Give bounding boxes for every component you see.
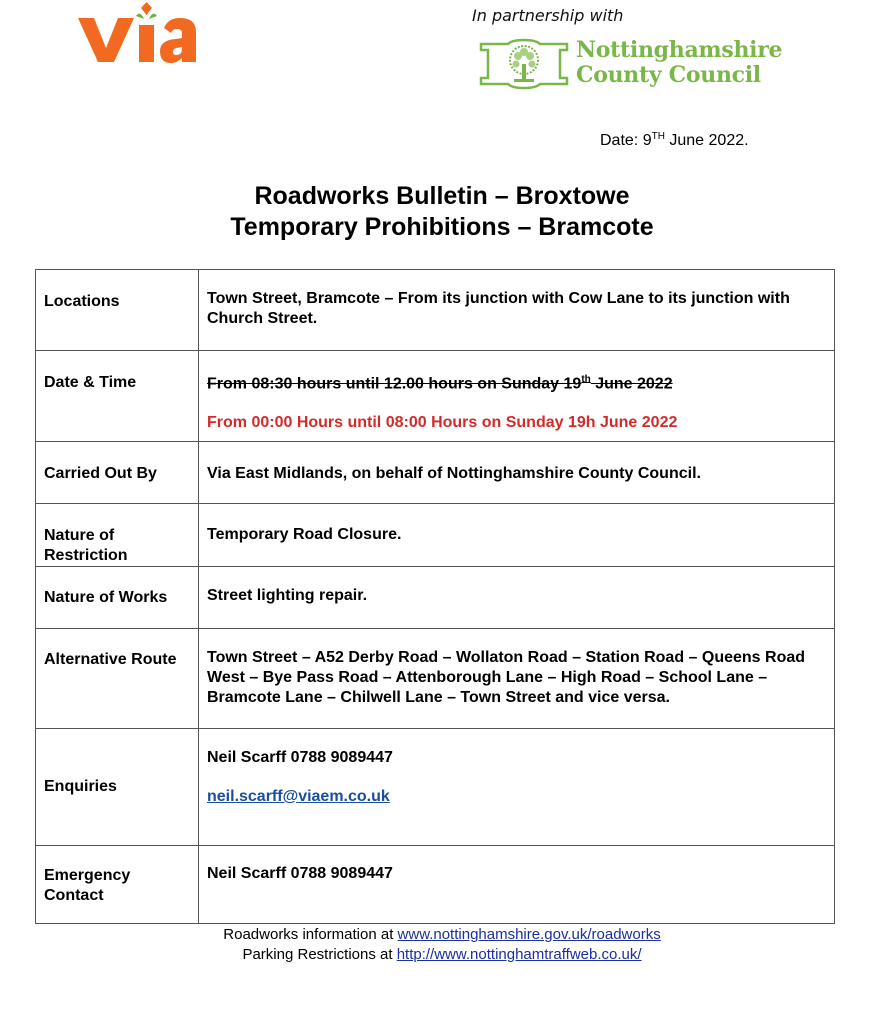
label-enquiries: Enquiries — [36, 729, 199, 846]
label-nature-of-restriction: Nature of Restriction — [36, 504, 199, 567]
partnership-text: In partnership with — [472, 6, 624, 25]
row-nature-of-restriction — [36, 504, 835, 567]
label-date-time: Date & Time — [36, 351, 199, 442]
value-date-time — [199, 351, 835, 442]
footer — [0, 925, 884, 965]
value-enquiries — [199, 729, 835, 846]
via-logo — [76, 0, 201, 70]
label-emergency-contact: Emergency Contact — [36, 846, 199, 924]
value-locations: Town Street, Bramcote – From its junction with Cow Lane to its junction with Church Street. — [199, 270, 835, 351]
label-alternative-route: Alternative Route — [36, 629, 199, 729]
row-alternative-route — [36, 629, 835, 729]
label-nature-of-works: Nature of Works — [36, 567, 199, 629]
council-name-line1: Nottinghamshire — [576, 37, 783, 63]
row-emergency-contact — [36, 846, 835, 924]
revised-date-time: From 00:00 Hours until 08:00 Hours on Sunday 19h June 2022 — [207, 414, 678, 432]
enquiries-email-link[interactable]: neil.scarff@viaem.co.uk — [207, 788, 390, 805]
value-emergency-contact: Neil Scarff 0788 9089447 — [199, 846, 835, 924]
bulletin-table — [35, 269, 835, 924]
roadworks-link[interactable]: www.nottinghamshire.gov.uk/roadworks — [397, 926, 661, 943]
row-date-time — [36, 351, 835, 442]
value-carried-out-by: Via East Midlands, on behalf of Nottinghamshire County Council. — [199, 442, 835, 504]
enquiries-contact: Neil Scarff 0788 9089447 — [207, 749, 393, 766]
parking-info-line: Parking Restrictions at http://www.nottinghamtraffweb.co.uk/ — [242, 946, 642, 963]
title-line-1: Roadworks Bulletin – Broxtowe — [254, 182, 630, 210]
label-locations: Locations — [36, 270, 199, 351]
page-title — [0, 181, 884, 243]
parking-link[interactable]: http://www.nottinghamtraffweb.co.uk/ — [396, 946, 642, 963]
value-alternative-route: Town Street – A52 Derby Road – Wollaton Road – Station Road – Queens Road West – Bye Pass Road – Attenborough Lane – High Road – School Lane – Bramcote Lane – Chilwell Lane – Town Street and vice versa. — [199, 629, 835, 729]
row-carried-out-by — [36, 442, 835, 504]
row-nature-of-works — [36, 567, 835, 629]
title-line-2: Temporary Prohibitions – Bramcote — [230, 213, 654, 241]
bulletin-date: Date: 9TH June 2022. — [600, 131, 749, 149]
original-date-time-struck: From 08:30 hours until 12.00 hours on Sunday 19th June 2022 — [207, 374, 673, 393]
value-nature-of-works: Street lighting repair. — [199, 567, 835, 629]
council-logo — [478, 38, 818, 92]
roadworks-info-line: Roadworks information at www.nottinghamshire.gov.uk/roadworks — [223, 926, 661, 943]
row-locations — [36, 270, 835, 351]
tree-emblem-icon — [478, 38, 570, 90]
council-name-line2: County Council — [576, 62, 761, 88]
value-nature-of-restriction: Temporary Road Closure. — [199, 504, 835, 567]
row-enquiries — [36, 729, 835, 846]
label-carried-out-by: Carried Out By — [36, 442, 199, 504]
